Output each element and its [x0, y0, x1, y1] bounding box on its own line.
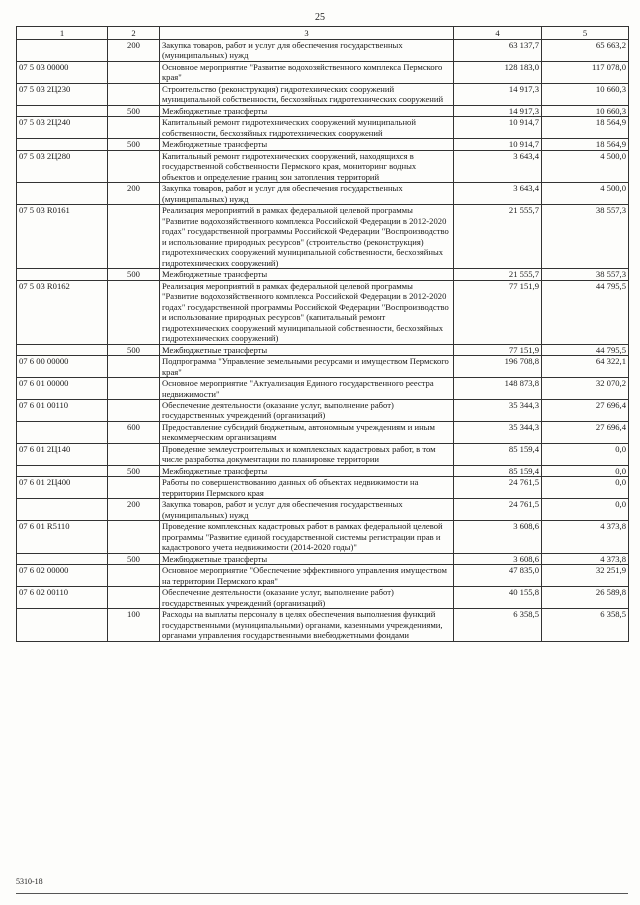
- row-amount-col5: 27 696,4: [542, 399, 629, 421]
- row-amount-col4: 47 835,0: [454, 565, 542, 587]
- row-amount-col4: 35 344,3: [454, 399, 542, 421]
- row-expense-type: 100: [108, 609, 160, 641]
- row-amount-col4: 85 159,4: [454, 443, 542, 465]
- table-row: [17, 356, 629, 378]
- row-code: 07 5 03 2Ц280: [17, 150, 108, 182]
- column-header: 5: [542, 27, 629, 40]
- row-code: 07 5 03 2Ц230: [17, 83, 108, 105]
- row-expense-type: 500: [108, 553, 160, 564]
- table-row: [17, 83, 629, 105]
- row-amount-col5: 4 373,8: [542, 521, 629, 553]
- row-expense-type: 200: [108, 40, 160, 62]
- row-description: Проведение землеустроительных и комплексных кадастровых работ, в том числе разработка документации по планировке территории: [160, 443, 454, 465]
- row-amount-col4: 24 761,5: [454, 477, 542, 499]
- row-expense-type: [108, 150, 160, 182]
- row-amount-col4: 85 159,4: [454, 465, 542, 476]
- row-expense-type: [108, 521, 160, 553]
- row-code: 07 6 02 00000: [17, 565, 108, 587]
- row-code: [17, 421, 108, 443]
- table-row: [17, 61, 629, 83]
- table-row: [17, 378, 629, 400]
- row-amount-col5: 38 557,3: [542, 269, 629, 280]
- row-description: Реализация мероприятий в рамках федеральной целевой программы "Развитие водохозяйственного комплекса Российской Федерации в 2012-2020 годах" государственной программы Российской Федерации "Воспроизводство и использование природных ресурсов" (капитальный ремонт гидротехнических сооружений муниципальной собственности, бесхозяйных гидротехнических сооружений): [160, 280, 454, 344]
- column-header: 2: [108, 27, 160, 40]
- row-amount-col4: 148 873,8: [454, 378, 542, 400]
- row-description: Проведение комплексных кадастровых работ в рамках федеральной целевой программы "Развитие единой государственной системы регистрации прав и кадастрового учета недвижимости (2014-2020 годы)": [160, 521, 454, 553]
- table-row: [17, 521, 629, 553]
- row-code: 07 6 01 2Ц140: [17, 443, 108, 465]
- row-expense-type: [108, 83, 160, 105]
- row-expense-type: [108, 205, 160, 269]
- column-header-row: [17, 27, 629, 40]
- row-expense-type: [108, 587, 160, 609]
- row-amount-col5: 4 500,0: [542, 150, 629, 182]
- table-row: [17, 565, 629, 587]
- row-code: [17, 183, 108, 205]
- row-amount-col5: 0,0: [542, 499, 629, 521]
- row-expense-type: 500: [108, 344, 160, 355]
- table-row: [17, 587, 629, 609]
- table-row: [17, 269, 629, 280]
- row-amount-col5: 65 663,2: [542, 40, 629, 62]
- row-code: [17, 499, 108, 521]
- row-expense-type: 600: [108, 421, 160, 443]
- row-amount-col5: 18 564,9: [542, 139, 629, 150]
- row-code: 07 6 02 00110: [17, 587, 108, 609]
- row-code: 07 5 03 00000: [17, 61, 108, 83]
- row-amount-col5: 44 795,5: [542, 280, 629, 344]
- row-amount-col4: 3 643,4: [454, 150, 542, 182]
- row-expense-type: [108, 117, 160, 139]
- row-description: Межбюджетные трансферты: [160, 269, 454, 280]
- row-description: Расходы на выплаты персоналу в целях обеспечения выполнения функций государственными (муниципальными) органами, казенными учреждениями, органами управления государственными внебюджетными фондами: [160, 609, 454, 641]
- row-amount-col4: 14 917,3: [454, 105, 542, 116]
- row-amount-col4: 196 708,8: [454, 356, 542, 378]
- row-amount-col4: 6 358,5: [454, 609, 542, 641]
- row-description: Закупка товаров, работ и услуг для обеспечения государственных (муниципальных) нужд: [160, 499, 454, 521]
- row-description: Межбюджетные трансферты: [160, 553, 454, 564]
- row-description: Капитальный ремонт гидротехнических сооружений, находящихся в государственной собственности Пермского края, мониторинг водных объектов и определение границ зон затопления территорий: [160, 150, 454, 182]
- row-amount-col5: 44 795,5: [542, 344, 629, 355]
- row-description: Строительство (реконструкция) гидротехнических сооружений муниципальной собственности, бесхозяйных гидротехнических сооружений: [160, 83, 454, 105]
- column-header: 4: [454, 27, 542, 40]
- table-row: [17, 399, 629, 421]
- row-description: Подпрограмма "Управление земельными ресурсами и имуществом Пермского края": [160, 356, 454, 378]
- row-amount-col4: 3 643,4: [454, 183, 542, 205]
- row-description: Работы по совершенствованию данных об объектах недвижимости на территории Пермского края: [160, 477, 454, 499]
- row-expense-type: 200: [108, 183, 160, 205]
- row-expense-type: [108, 399, 160, 421]
- row-code: [17, 553, 108, 564]
- row-amount-col4: 63 137,7: [454, 40, 542, 62]
- table-row: [17, 150, 629, 182]
- row-amount-col5: 0,0: [542, 443, 629, 465]
- row-amount-col4: 14 917,3: [454, 83, 542, 105]
- table-row: [17, 553, 629, 564]
- table-row: [17, 344, 629, 355]
- row-amount-col5: 10 660,3: [542, 83, 629, 105]
- row-amount-col5: 0,0: [542, 465, 629, 476]
- row-code: [17, 139, 108, 150]
- row-description: Реализация мероприятий в рамках федеральной целевой программы "Развитие водохозяйственного комплекса Российской Федерации в 2012-2020 годах" государственной программы Российской Федерации "Воспроизводство и использование природных ресурсов" (строительство (реконструкция) гидротехнических сооружений муниципальной собственности, бесхозяйных гидротехнических сооружений): [160, 205, 454, 269]
- row-code: [17, 40, 108, 62]
- row-code: [17, 609, 108, 641]
- row-amount-col4: 77 151,9: [454, 344, 542, 355]
- row-amount-col5: 6 358,5: [542, 609, 629, 641]
- row-description: Обеспечение деятельности (оказание услуг, выполнение работ) государственных учреждений (организаций): [160, 399, 454, 421]
- row-expense-type: [108, 443, 160, 465]
- row-description: Предоставление субсидий бюджетным, автономным учреждениям и иным некоммерческим организациям: [160, 421, 454, 443]
- column-header: 3: [160, 27, 454, 40]
- bottom-divider: [16, 893, 628, 894]
- row-description: Межбюджетные трансферты: [160, 105, 454, 116]
- row-amount-col5: 27 696,4: [542, 421, 629, 443]
- row-expense-type: 500: [108, 105, 160, 116]
- row-code: 07 5 03 2Ц240: [17, 117, 108, 139]
- row-code: 07 6 01 00110: [17, 399, 108, 421]
- row-code: 07 6 01 00000: [17, 378, 108, 400]
- table-row: [17, 40, 629, 62]
- table-row: [17, 499, 629, 521]
- row-amount-col5: 64 322,1: [542, 356, 629, 378]
- row-amount-col5: 26 589,8: [542, 587, 629, 609]
- row-expense-type: 500: [108, 139, 160, 150]
- row-description: Межбюджетные трансферты: [160, 344, 454, 355]
- row-description: Межбюджетные трансферты: [160, 465, 454, 476]
- column-header: 1: [17, 27, 108, 40]
- row-amount-col4: 10 914,7: [454, 117, 542, 139]
- row-amount-col5: 117 078,0: [542, 61, 629, 83]
- row-amount-col5: 32 070,2: [542, 378, 629, 400]
- row-amount-col4: 24 761,5: [454, 499, 542, 521]
- row-description: Обеспечение деятельности (оказание услуг, выполнение работ) государственных учреждений (организаций): [160, 587, 454, 609]
- row-description: Основное мероприятие "Актуализация Единого государственного реестра недвижимости": [160, 378, 454, 400]
- row-amount-col4: 128 183,0: [454, 61, 542, 83]
- table-row: [17, 477, 629, 499]
- page-number: 25: [315, 12, 325, 23]
- row-description: Межбюджетные трансферты: [160, 139, 454, 150]
- row-expense-type: [108, 280, 160, 344]
- table-row: [17, 443, 629, 465]
- row-description: Закупка товаров, работ и услуг для обеспечения государственных (муниципальных) нужд: [160, 183, 454, 205]
- table-row: [17, 609, 629, 641]
- row-amount-col4: 77 151,9: [454, 280, 542, 344]
- row-code: 07 6 00 00000: [17, 356, 108, 378]
- row-code: 07 5 03 R0162: [17, 280, 108, 344]
- row-expense-type: 200: [108, 499, 160, 521]
- row-code: 07 6 01 2Ц400: [17, 477, 108, 499]
- table-row: [17, 421, 629, 443]
- row-expense-type: [108, 565, 160, 587]
- table-row: [17, 105, 629, 116]
- row-code: [17, 105, 108, 116]
- row-amount-col4: 40 155,8: [454, 587, 542, 609]
- row-expense-type: [108, 61, 160, 83]
- row-code: 07 5 03 R0161: [17, 205, 108, 269]
- row-amount-col5: 0,0: [542, 477, 629, 499]
- row-amount-col5: 4 373,8: [542, 553, 629, 564]
- row-amount-col5: 18 564,9: [542, 117, 629, 139]
- row-expense-type: [108, 356, 160, 378]
- row-expense-type: [108, 477, 160, 499]
- row-code: [17, 344, 108, 355]
- table-row: [17, 205, 629, 269]
- row-code: [17, 465, 108, 476]
- table-row: [17, 117, 629, 139]
- row-amount-col4: 10 914,7: [454, 139, 542, 150]
- footer-document-code: 5310-18: [16, 877, 43, 886]
- row-amount-col4: 3 608,6: [454, 521, 542, 553]
- row-amount-col4: 3 608,6: [454, 553, 542, 564]
- table-row: [17, 183, 629, 205]
- table-row: [17, 139, 629, 150]
- table-row: [17, 465, 629, 476]
- row-amount-col5: 10 660,3: [542, 105, 629, 116]
- row-description: Основное мероприятие "Развитие водохозяйственного комплекса Пермского края": [160, 61, 454, 83]
- row-description: Закупка товаров, работ и услуг для обеспечения государственных (муниципальных) нужд: [160, 40, 454, 62]
- row-amount-col5: 32 251,9: [542, 565, 629, 587]
- row-expense-type: 500: [108, 269, 160, 280]
- row-code: 07 6 01 R5110: [17, 521, 108, 553]
- row-amount-col4: 21 555,7: [454, 269, 542, 280]
- budget-table: [16, 26, 629, 642]
- row-expense-type: [108, 378, 160, 400]
- row-amount-col4: 35 344,3: [454, 421, 542, 443]
- row-description: Капитальный ремонт гидротехнических сооружений муниципальной собственности, бесхозяйных гидротехнических сооружений: [160, 117, 454, 139]
- row-expense-type: 500: [108, 465, 160, 476]
- row-amount-col4: 21 555,7: [454, 205, 542, 269]
- row-amount-col5: 4 500,0: [542, 183, 629, 205]
- row-amount-col5: 38 557,3: [542, 205, 629, 269]
- row-description: Основное мероприятие "Обеспечение эффективного управления имуществом на территории Пермского края": [160, 565, 454, 587]
- row-code: [17, 269, 108, 280]
- table-row: [17, 280, 629, 344]
